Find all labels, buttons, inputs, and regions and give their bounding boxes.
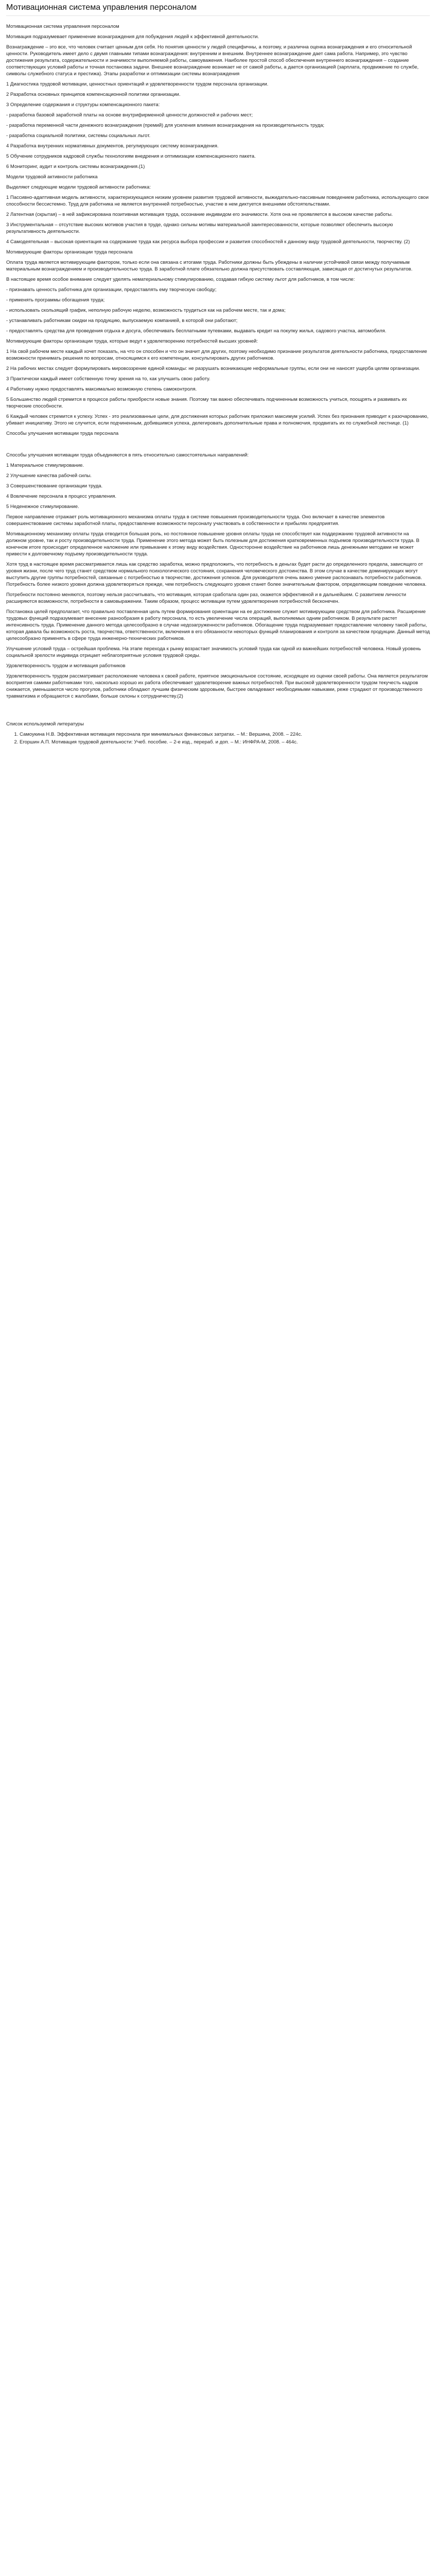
- reference-item: 2. Егоршин А.П. Мотивация трудовой деятельности: Учеб. пособие. – 2-е изд., перераб. и доп. – М.: ИНФРА-М, 2008. – 464с.: [20, 739, 430, 745]
- section-heading: Мотивационная система управления персоналом: [6, 24, 119, 29]
- paragraph: Удовлетворенность трудом рассматривает расположение человека к своей работе, приятное эмоциональное состояние, исходящее из оценки своей работы. Она является результатом восприятия самими работниками того, насколько хорошо их работа обеспечивает удовлетворение важных потребностей. При высокой удовлетворенности трудом текучесть кадров снижается, уменьшаются число прогулов, работники обладают лучшим физическим здоровьем, быстрее овладевают необходимыми навыками, реже страдают от производственного травматизма и обращаются с жалобами, больше склоны к сотрудничеству.(2): [6, 673, 428, 699]
- list-item: 5 Большинство людей стремится в процессе работы приобрести новые знания. Поэтому так важно обеспечивать подчиненным возможность учиться, поощрять и развивать их творческие способности.: [6, 397, 407, 409]
- list-item: 6 Мониторинг, аудит и контроль системы вознаграждения.(1): [6, 164, 145, 170]
- paragraph: Хотя труд в настоящее время рассматривается лишь как средство заработка, можно предположить, что потребность в деньгах будет расти до определенного предела, зависящего от уровня жизни, после чего труд станет средством нормального психологического состояния, сохранения человеческого достоинства. В этом случае в качестве доминирующих могут выступить другие группы потребностей, связанные с потребностью в творчестве, достижения успехов. Для руководителя очень важно умение распознавать потребности работников. Потребность более низкого уровня должна удовлетворяться прежде, чем потребность следующего уровня станет более значительным фактором, определяющим поведение человека.: [6, 562, 427, 587]
- references-title: Список используемой литературы: [6, 721, 84, 727]
- paragraph: В настоящее время особое внимание следует уделять нематериальному стимулированию, создавая гибкую систему льгот для работников, в том числе:: [6, 277, 355, 282]
- list-item: - устанавливать работникам скидки на продукцию, выпускаемую компанией, в которой они работают;: [6, 318, 238, 324]
- paragraph: Мотивация подразумевает применение вознаграждения для побуждения людей к эффективной деятельности.: [6, 34, 259, 40]
- list-item: 3 Инструментальная – отсутствие высоких мотивов участия в труде, однако сильны мотивы материальной заинтересованности, которые позволяют обеспечить высокую результативность деятельности.: [6, 222, 393, 234]
- paragraph: Вознаграждение – это все, что человек считает ценным для себя. Но понятия ценности у людей специфичны, а поэтому, и различна оценка вознаграждения и его относительной ценности. Руководитель имеет дело с двумя главными типами вознаграждения: внутренним и внешним. Внутреннее вознаграждение дает сама работа. Например, это чувство достижения результата, содержательности и значимости выполняемой работы, самоуважения. Наиболее простой способ обеспечения внутреннего вознаграждения – создание соответствующих условий работы и точная постановка задачи. Внешнее вознаграждение возникает не от самой работы, а дается организацией (зарплата, продвижение по службе, символы служебного статуса и престижа). Этапы разработки и оптимизации системы вознаграждения: [6, 44, 419, 77]
- paragraph: Постановка целей предполагает, что правильно поставленная цель путем формирования ориентации на ее достижение служит мотивирующим средством для работника. Расширение трудовых функций подразумевает внесение разнообразия в работу персонала, то есть увеличение числа операций, выполняемых одним работником. В результате растет интенсивность труда. Применение данного метода целесообразно в случае недозагруженности работников. Обогащение труда подразумевает предоставление человеку такой работы, которая давала бы возможность роста, творчества, ответственности, включения в его обязанности некоторых функций планирования и контроля за качеством продукции. Данный метод целесообразно применять в сфере труда инженерно-технических работников.: [6, 609, 430, 641]
- list-item: 3 Совершенствование организации труда.: [6, 483, 103, 489]
- list-item: 3 Практически каждый имеет собственную точку зрения на то, как улучшить свою работу.: [6, 376, 211, 382]
- blank-line: [6, 440, 430, 452]
- list-item: 5 Обучение сотрудников кадровой службы технологиям внедрения и оптимизации компенсационного пакета.: [6, 154, 256, 159]
- list-item: 4 Работнику нужно предоставлять максимально возможную степень самоконтроля.: [6, 386, 197, 392]
- list-item: - разработка социальной политики, системы социальных льгот.: [6, 133, 151, 139]
- section-heading: Модели трудовой активности работника: [6, 174, 98, 180]
- document-page: [0, 0, 436, 762]
- list-item: - разработка базовой заработной платы на основе внутрифирменной ценности должностей и рабочих мест;: [6, 112, 253, 118]
- section-heading: Способы улучшения мотивации труда персонала: [6, 431, 119, 436]
- list-item: - признавать ценность работника для организации, предоставлять ему творческую свободу;: [6, 287, 217, 293]
- list-item: - использовать скользящий график, неполную рабочую неделю, возможность трудиться как на рабочем месте, так и дома;: [6, 308, 286, 313]
- paragraph: Способы улучшения мотивации труда объединяются в пять относительно самостоятельных направлений:: [6, 452, 249, 458]
- spacer: [6, 703, 430, 721]
- paragraph: Оплата труда является мотивирующим фактором, только если она связана с итогами труда. Работники должны быть убеждены в наличии устойчивой связи между получаемым материальным вознаграждением и производительностью труда. В заработной плате обязательно должна присутствовать составляющая, зависящая от достигнутых результатов.: [6, 260, 413, 272]
- list-item: 4 Самодеятельная – высокая ориентация на содержание труда как ресурса выбора профессии и развития способностей к данному виду трудовой деятельности, творчеству. (2): [6, 239, 410, 245]
- references-list: [6, 731, 430, 745]
- list-item: 2 Латентная (скрытая) – в ней зафиксирована позитивная мотивация труда, осознание индивидом его значимости. Хотя она не проявляется в высоком качестве работы.: [6, 212, 393, 217]
- list-item: 2 Разработка основных принципов компенсационной политики организации.: [6, 92, 181, 97]
- list-item: - разработка переменной части денежного вознаграждения (премий) для усиления влияния вознаграждения на производительность труда;: [6, 123, 325, 128]
- document-body: [6, 23, 430, 745]
- list-item: 5 Неденежное стимулирование.: [6, 504, 79, 510]
- list-item: 3 Определение содержания и структуры компенсационного пакета:: [6, 102, 160, 108]
- list-item: 1 Материальное стимулирование.: [6, 463, 84, 468]
- list-item: 1 Пассивно-адаптивная модель активности, характеризующаяся низким уровнем развития трудовой активности, выжидательно-пассивным поведением работника, использующего свои способности бессистемно. Труд для работника не является внутренней потребностью, участие в нем диктуется внешними обстоятельствами.: [6, 195, 429, 207]
- reference-item: 1. Самоукина Н.В. Эффективная мотивация персонала при минимальных финансовых затратах. – М.: Вершина, 2008. – 224с.: [20, 731, 430, 738]
- list-item: 1 На свой рабочем месте каждый хочет показать, на что он способен и что он значит для других, поэтому необходимо признание результатов деятельности работника, предоставление возможности принимать решения по вопросам, относящимся к его компетенции, консультировать других работников.: [6, 349, 427, 361]
- list-item: - применять программы обогащения труда;: [6, 297, 105, 303]
- list-item: 2 Улучшение качества рабочей силы.: [6, 473, 92, 479]
- paragraph: Мотивирующие факторы организации труда, которые ведут к удовлетворению потребностей высших уровней:: [6, 338, 258, 344]
- paragraph: Улучшение условий труда – острейшая проблема. На этапе перехода к рынку возрастает значимость условий труда как одной из важнейших потребностей человека. Новый уровень социальной зрелости индивида отрицает неблагоприятные условия трудовой среды.: [6, 646, 421, 658]
- list-item: 4 Вовлечение персонала в процесс управления.: [6, 494, 117, 499]
- paragraph: Выделяют следующие модели трудовой активности работника:: [6, 184, 151, 190]
- paragraph: Мотивационному механизму оплаты труда отводится большая роль, но постоянное повышение уровня оплаты труда не способствует как поддержанию трудовой активности на должном уровне, так и росту производительности труда. Применение этого метода может быть полезным для достижения кратковременных подъемов производительности труда. В конечном итоге происходит определенное наложение или привыкание к этому виду воздействия. Односторонне воздействие на работников лишь денежными методами не может привести к долговечному подъему производительности труда.: [6, 531, 420, 557]
- list-item: - предоставлять средства для проведения отдыха и досуга, обеспечивать бесплатными путевками, выдавать кредит на покупку жилья, садового участка, автомобиля.: [6, 328, 387, 334]
- list-item: 6 Каждый человек стремится к успеху. Успех - это реализованные цели, для достижения которых работник приложил максимум усилий. Успех без признания приводит к разочарованию, убивает инициативу. Этого не случится, если подчиненным, добившимся успеха, делегировать дополнительные права и полномочия, продвигать их по служебной лестнице. (1): [6, 414, 429, 426]
- paragraph: Потребности постоянно меняются, поэтому нельзя рассчитывать, что мотивация, которая сработала один раз, окажется эффективной и в дальнейшем. С развитием личности расширяются возможности, потребности в самовыражении. Таким образом, процесс мотивации путем удовлетворения потребностей бесконечен.: [6, 592, 406, 604]
- list-item: 1 Диагностика трудовой мотивации, ценностных ориентаций и удовлетворенности трудом персонала организации.: [6, 81, 269, 87]
- list-item: 4 Разработка внутренних нормативных документов, регулирующих систему вознаграждения.: [6, 143, 219, 149]
- page-title: Мотивационная система управления персоналом: [6, 3, 430, 16]
- list-item: 2 На рабочих местах следует формулировать мировоззрение единой команды: не разрушать возникающие неформальные группы, если они не наносят ущерба целям организации.: [6, 366, 421, 371]
- paragraph: Первое направление отражает роль мотивационного механизма оплаты труда в системе повышения производительности труда. Оно включает в качестве элементов совершенствование системы заработной платы, предоставление возможности персоналу участвовать в собственности и прибылях предприятия.: [6, 514, 385, 527]
- section-heading: Мотивирующие факторы организации труда персонала: [6, 249, 133, 255]
- section-heading: Удовлетворенность трудом и мотивация работников: [6, 663, 126, 669]
